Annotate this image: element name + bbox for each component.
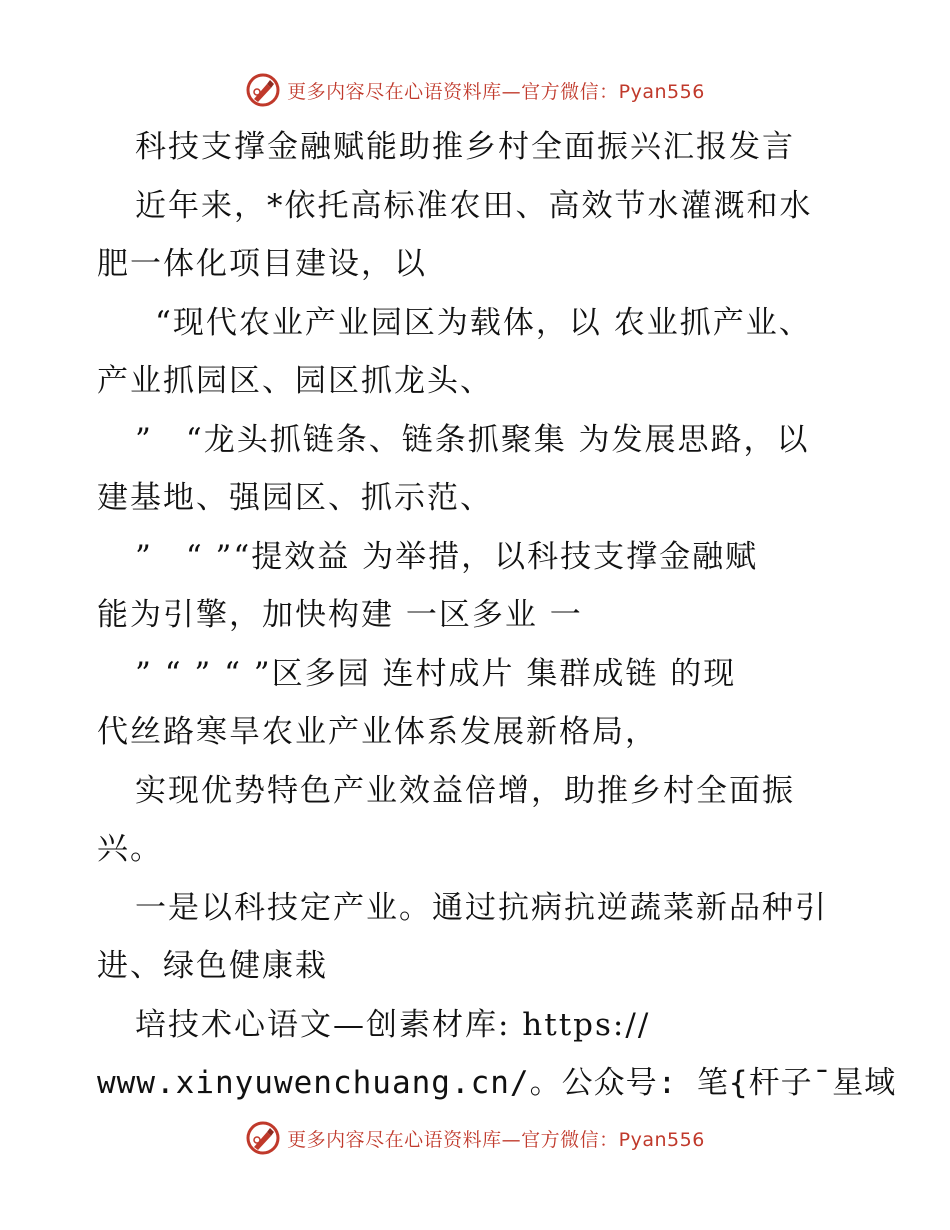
watermark-wechat-id: Pyan556 (618, 80, 705, 103)
pen-logo-icon (245, 1120, 281, 1156)
paragraph-line: 进、绿色健康栽 (97, 948, 328, 984)
paragraph-line: 能为引擎，加快构建 一区多业 一 (97, 597, 583, 633)
paragraph-line: 培技术心语文—创素材库: https:// (135, 1006, 651, 1043)
paragraph-line: 兴。 (97, 831, 163, 867)
pen-logo-icon (245, 72, 281, 108)
paragraph-line: “现代农业产业园区为载体，以 农业抓产业、 (155, 304, 812, 341)
paragraph-line: 代丝路寒旱农业产业体系发展新格局， (97, 714, 658, 750)
paragraph-line: ” “ ” “ ”区多园 连村成片 集群成链 的现 (135, 655, 737, 692)
document-title: 科技支撑金融赋能助推乡村全面振兴汇报发言 (135, 129, 795, 165)
document-body (97, 118, 897, 1113)
paragraph-line: 实现优势特色产业效益倍增，助推乡村全面振 (135, 772, 795, 809)
paragraph-line: 肥一体化项目建设，以 (97, 246, 427, 282)
paragraph-line: ” “龙头抓链条、链条抓聚集 为发展思路，以 (135, 421, 810, 458)
paragraph-line: 近年来，*依托高标准农田、高效节水灌溉和水 (135, 187, 813, 224)
paragraph-line: www.xinyuwenchuang.cn/。公众号: 笔{杆子¯星域 (97, 1065, 897, 1101)
paragraph-line: 建基地、强园区、抓示范、 (97, 480, 493, 516)
watermark-footer (0, 1118, 950, 1158)
paragraph-line: ” “ ”“提效益 为举措，以科技支撑金融赋 (135, 538, 759, 575)
watermark-header (0, 70, 950, 110)
watermark-caption: 更多内容尽在心语资料库—官方微信： (287, 80, 619, 103)
watermark-wechat-id: Pyan556 (618, 1128, 705, 1151)
paragraph-line: 产业抓园区、园区抓龙头、 (97, 363, 493, 399)
watermark-caption: 更多内容尽在心语资料库—官方微信： (287, 1128, 619, 1151)
watermark-text (287, 77, 705, 104)
watermark-text (287, 1125, 705, 1152)
paragraph-line: 一是以科技定产业。通过抗病抗逆蔬菜新品种引 (135, 889, 828, 926)
